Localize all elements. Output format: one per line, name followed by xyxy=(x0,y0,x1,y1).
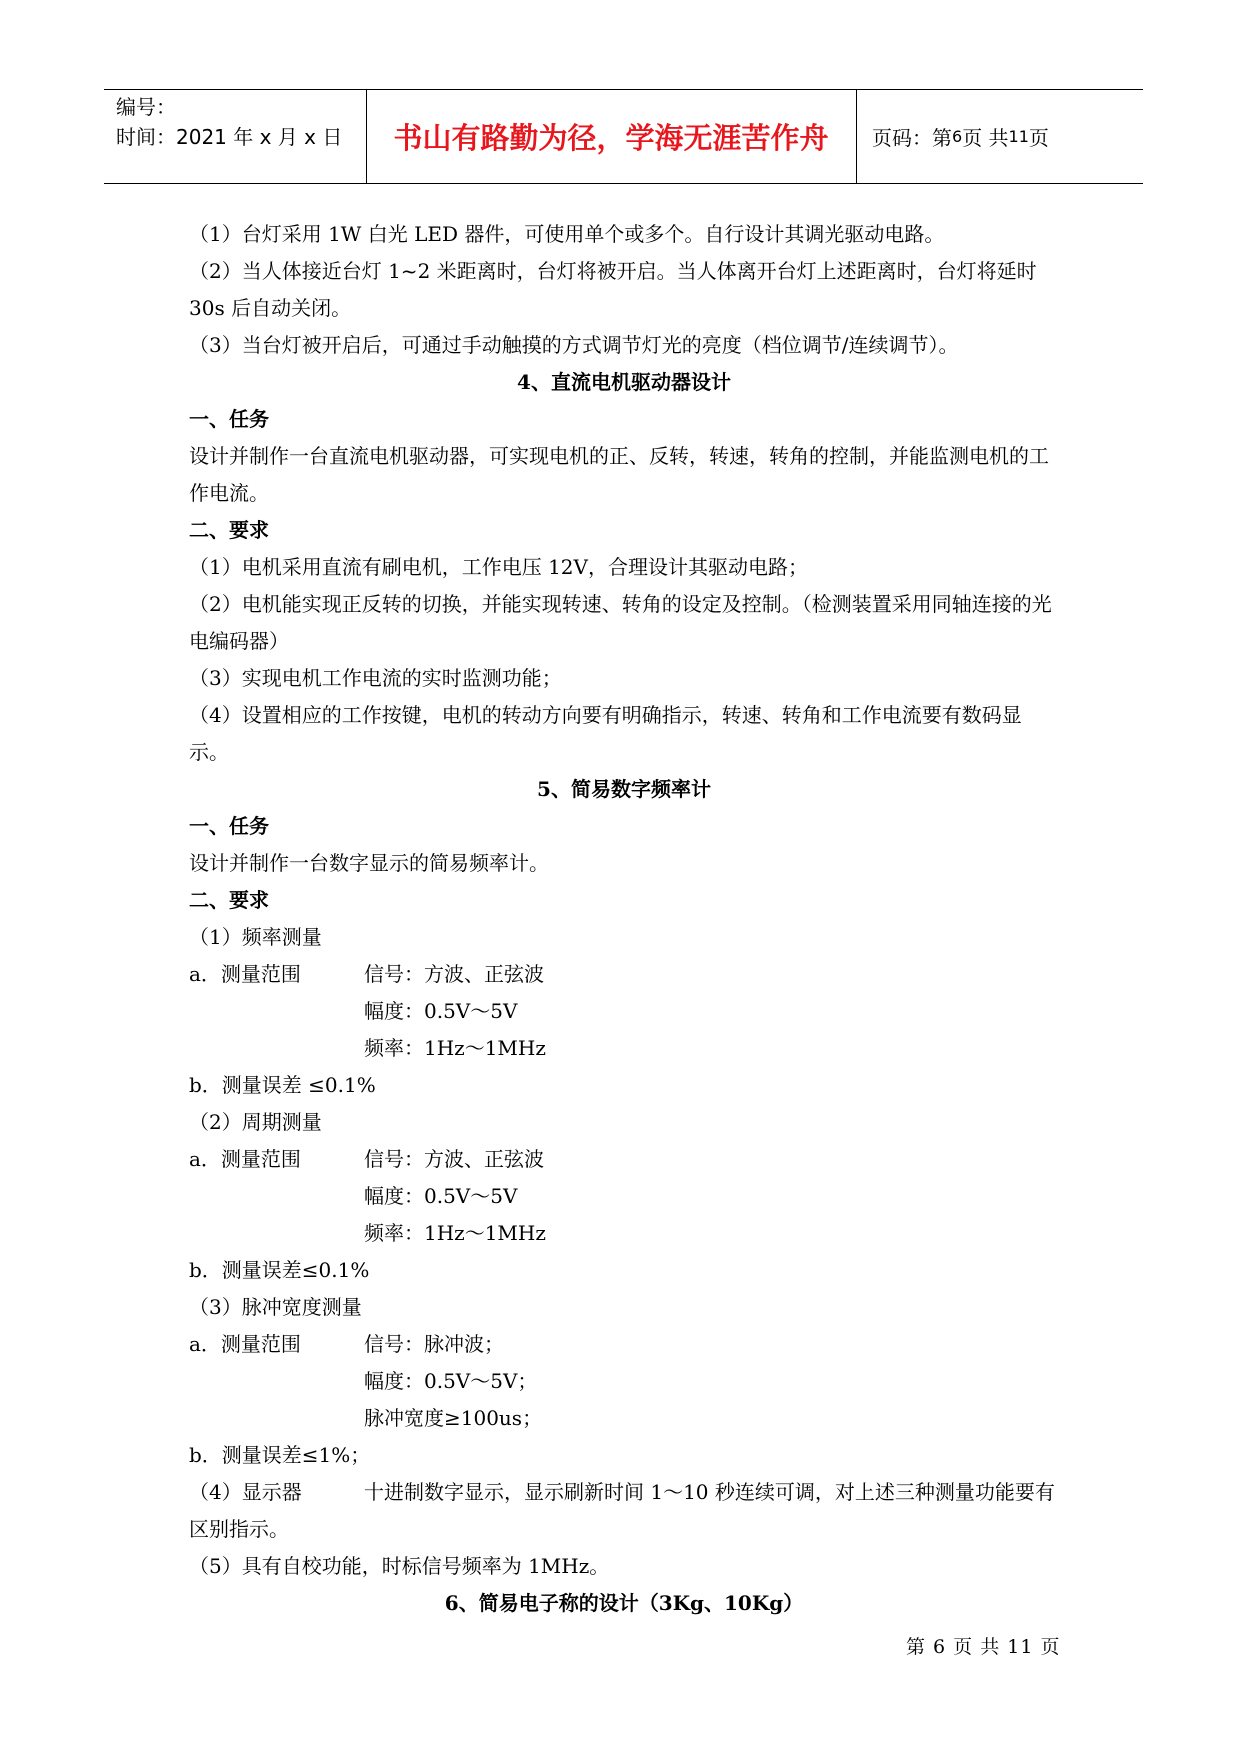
list-item: （2）周期测量 xyxy=(189,1110,322,1134)
section-heading: 4、直流电机驱动器设计 xyxy=(517,370,731,394)
list-item: （3）脉冲宽度测量 xyxy=(189,1295,362,1319)
header-page-number xyxy=(872,90,1049,183)
list-item: （5）具有自校功能，时标信号频率为 1MHz。 xyxy=(189,1554,610,1578)
page-total: 11 xyxy=(1008,127,1029,146)
item-label: （4）显示器 xyxy=(189,1480,302,1504)
list-item xyxy=(189,1326,1059,1363)
subheading: 一、任务 xyxy=(189,407,269,431)
paragraph: （3）当台灯被开启后，可通过手动触摸的方式调节灯光的亮度（档位调节/连续调节）。 xyxy=(189,333,959,357)
paragraph: 设计并制作一台直流电机驱动器，可实现电机的正、反转，转速，转角的控制，并能监测电机的工作电流。 xyxy=(189,444,1049,505)
paragraph: 设计并制作一台数字显示的简易频率计。 xyxy=(189,851,549,875)
paragraph: （2）当人体接近台灯 1~2 米距离时，台灯将被开启。当人体离开台灯上述距离时，台灯将延时 30s 后自动关闭。 xyxy=(189,259,1037,320)
header-motto: 书山有路勤为径，学海无涯苦作舟 xyxy=(393,121,829,155)
header-time-label: 时间：2021 年 x 月 x 日 xyxy=(116,125,343,149)
section-heading: 6、简易电子称的设计（3Kg、10Kg） xyxy=(444,1591,804,1615)
item-label: a．测量范围 xyxy=(189,1332,301,1356)
list-item: 频率：1Hz～1MHz xyxy=(364,1036,546,1060)
list-item: 幅度：0.5V～5V xyxy=(364,999,518,1023)
paragraph: （4）设置相应的工作按键，电机的转动方向要有明确指示，转速、转角和工作电流要有数码显示。 xyxy=(189,703,1022,764)
item-value: 信号：脉冲波； xyxy=(364,1332,504,1356)
paragraph: （3）实现电机工作电流的实时监测功能； xyxy=(189,666,562,690)
list-item: b．测量误差 ≤0.1% xyxy=(189,1073,376,1097)
header-number-label: 编号： xyxy=(116,95,176,119)
list-item: 频率：1Hz～1MHz xyxy=(364,1221,546,1245)
list-item xyxy=(189,956,1059,993)
subheading: 二、要求 xyxy=(189,888,269,912)
list-item: b．测量误差≤1%； xyxy=(189,1443,371,1467)
list-item: 脉冲宽度≥100us； xyxy=(364,1406,543,1430)
item-value: 信号：方波、正弦波 xyxy=(364,962,544,986)
item-value: 信号：方波、正弦波 xyxy=(364,1147,544,1171)
page-mid: 页 共 xyxy=(962,126,1009,150)
list-item: 幅度：0.5V～5V； xyxy=(364,1369,538,1393)
page-current: 6 xyxy=(952,127,963,146)
page-suffix: 页 xyxy=(1028,126,1049,150)
header-left xyxy=(116,92,342,152)
list-item: 幅度：0.5V～5V xyxy=(364,1184,518,1208)
subheading: 一、任务 xyxy=(189,814,269,838)
page-footer: 第 6 页 共 11 页 xyxy=(906,1636,1061,1658)
list-item xyxy=(189,1141,1059,1178)
page-header xyxy=(104,89,1143,184)
section-heading: 5、简易数字频率计 xyxy=(537,777,711,801)
paragraph: （1）电机采用直流有刷电机，工作电压 12V，合理设计其驱动电路； xyxy=(189,555,808,579)
item-label: a．测量范围 xyxy=(189,1147,301,1171)
page-prefix: 页码：第 xyxy=(872,126,952,150)
subheading: 二、要求 xyxy=(189,518,269,542)
item-label: a．测量范围 xyxy=(189,962,301,986)
list-item xyxy=(189,1474,1059,1548)
header-divider xyxy=(856,90,857,183)
item-value: 十进制数字显示，显示刷新时间 1～10 秒连续可调，对上述三种测量功能要有区别指示。 xyxy=(189,1480,1055,1541)
paragraph: （2）电机能实现正反转的切换，并能实现转速、转角的设定及控制。（检测装置采用同轴连接的光电编码器） xyxy=(189,592,1052,653)
list-item: （1）频率测量 xyxy=(189,925,322,949)
paragraph: （1）台灯采用 1W 白光 LED 器件，可使用单个或多个。自行设计其调光驱动电路。 xyxy=(189,222,945,246)
list-item: b．测量误差≤0.1% xyxy=(189,1258,370,1282)
document-body xyxy=(189,216,1059,1622)
